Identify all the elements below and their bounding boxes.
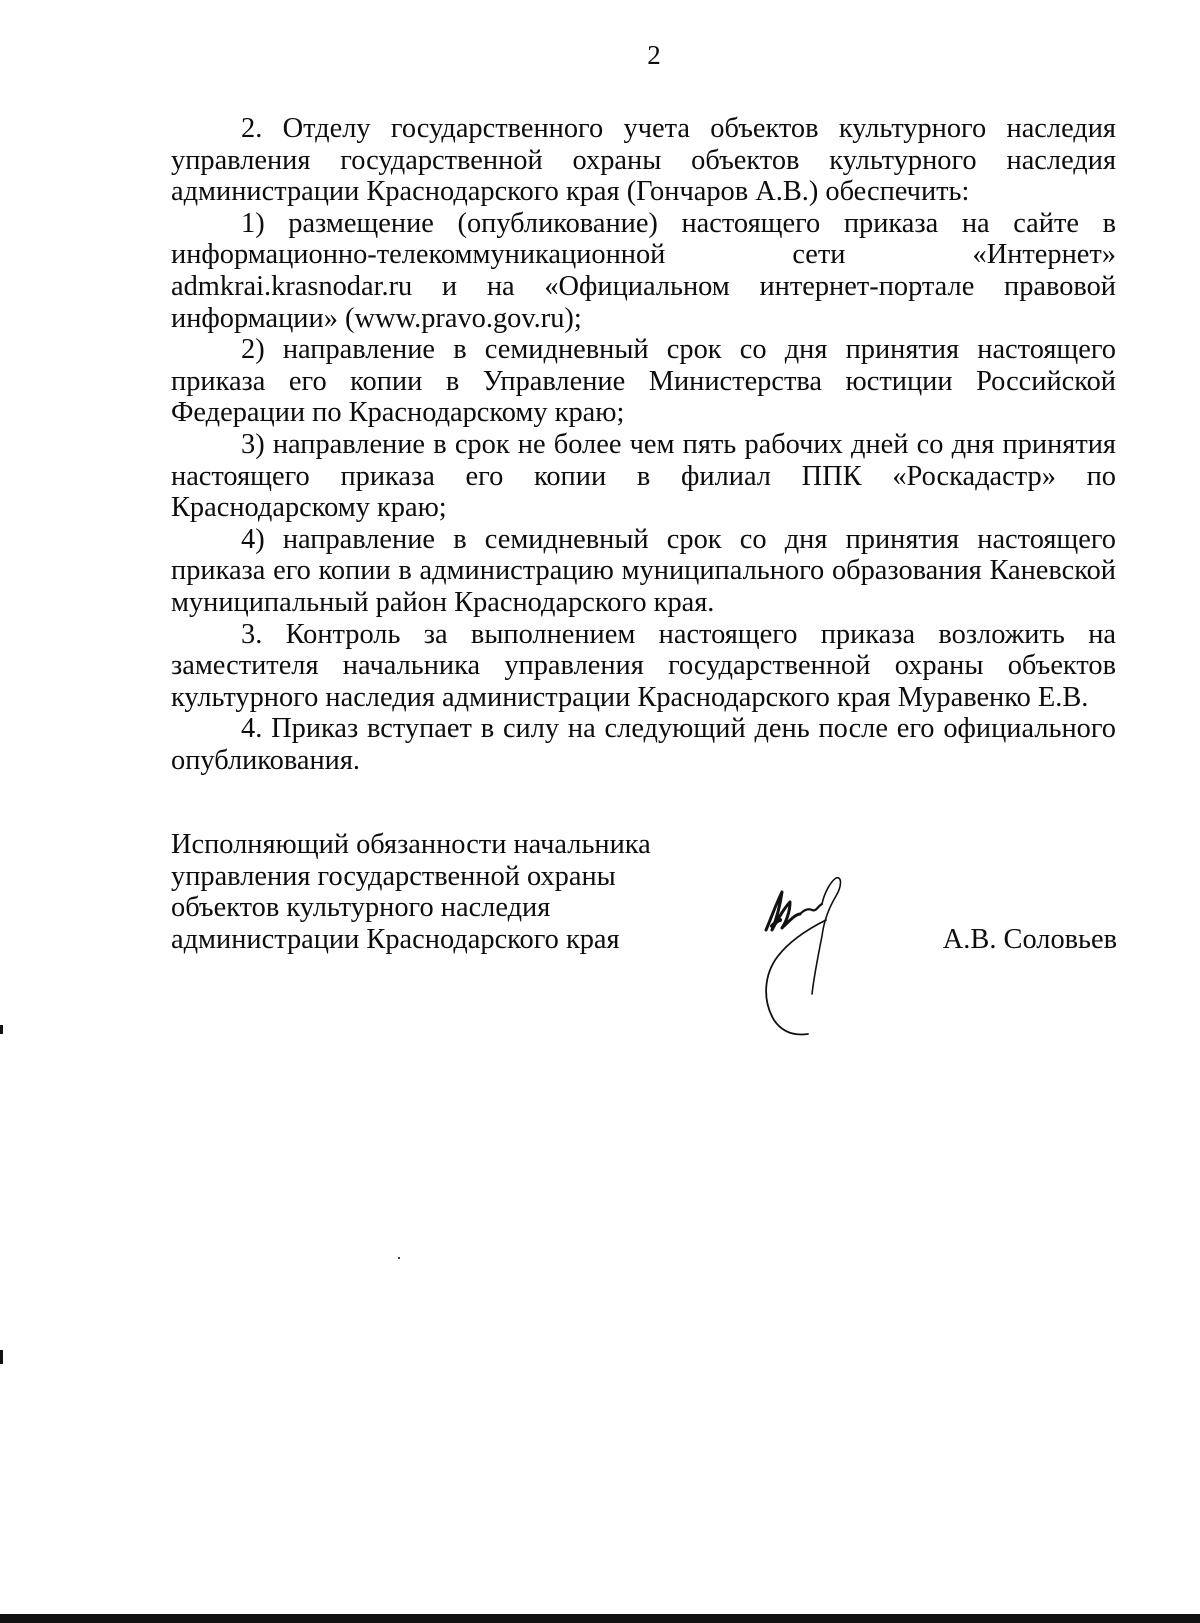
paragraph-item-2: 2. Отделу государственного учета объектов культурного наследия управления государственной охраны объектов культурного наследия администрации Краснодарского края (Гончаров А.В.) обеспечить: [171,113,1116,208]
paragraph-item-3-control: 3. Контроль за выполнением настоящего приказа возложить на заместителя начальника управления государственной охраны объектов культурного наследия администрации Краснодарского края Муравенко Е.В. [171,618,1116,713]
scan-border-bar [0,1614,1200,1623]
page-number: 2 [647,40,661,70]
subparagraph-3-roskadastr: 3) направление в срок не более чем пять рабочих дней со дня принятия настоящего приказа его копии в филиал ППК «Роскадастр» по Краснодарскому краю; [171,428,1116,524]
signer-position-line: объектов культурного наследия [171,892,551,924]
handwritten-signature-icon [760,876,880,1051]
subparagraph-1-publication: 1) размещение (опубликование) настоящего приказа на сайте в информационно-телекоммуникационной сети «Интернет» admkrai.krasnodar.ru и на «Официальном интернет-портале правовой информации» (www.pravo.gov.ru); [171,207,1116,334]
signer-position-line: администрации Краснодарского края [171,923,620,955]
subparagraph-4-municipality: 4) направление в семидневный срок со дня принятия настоящего приказа его копии в администрацию муниципального образования Каневской муниципальный район Краснодарского края. [171,523,1116,618]
signer-position [171,829,651,955]
order-body [171,113,1116,776]
subparagraph-2-ministry-of-justice: 2) направление в семидневный срок со дня принятия настоящего приказа его копии в Управление Министерства юстиции Российской Федерации по Краснодарскому краю; [171,334,1116,429]
signer-position-line: Исполняющий обязанности начальника [171,829,651,860]
paragraph-item-4-effective-date: 4. Приказ вступает в силу на следующий день после его официального опубликования. [171,713,1116,776]
signature-drawing [760,876,880,1046]
signer-position-line: управления государственной охраны [171,860,616,892]
scan-edge-mark [0,1350,3,1364]
scan-speck [398,1257,400,1259]
scan-edge-mark [0,1025,3,1034]
signer-name: А.В. Соловьев [942,924,1117,955]
